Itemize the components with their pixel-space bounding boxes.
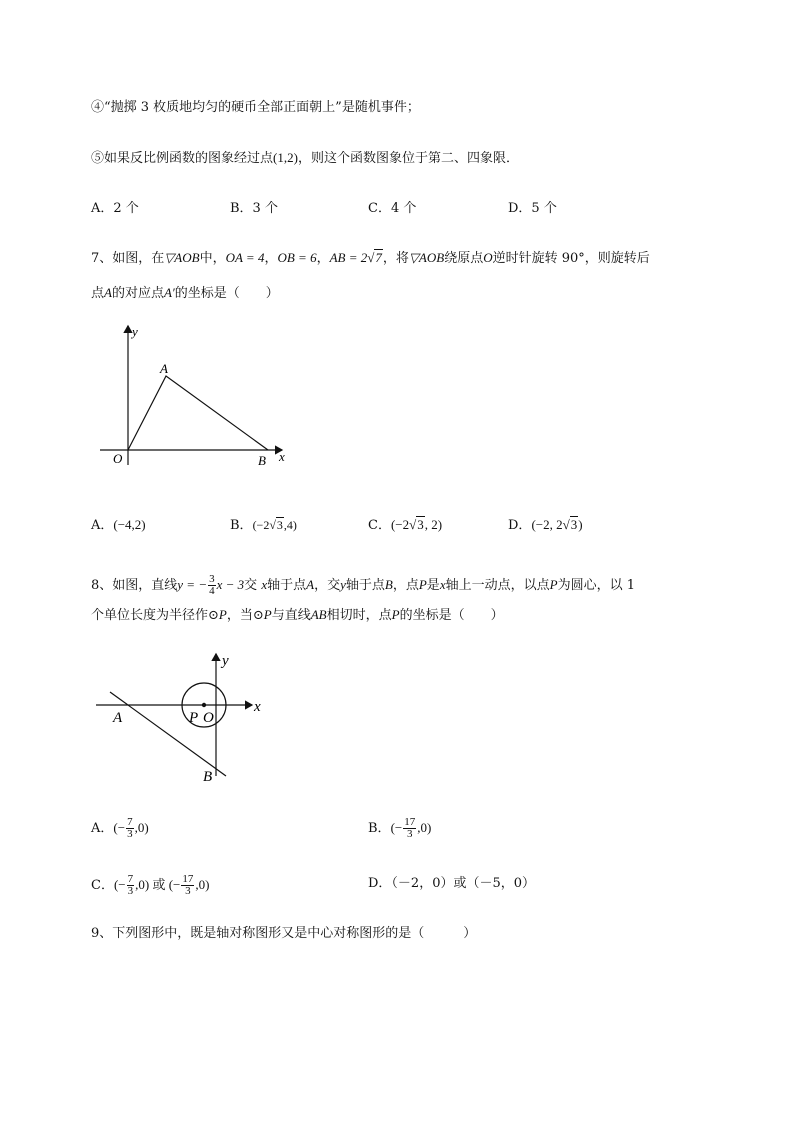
q8-label-o: O [203,710,214,726]
q8-option-b[interactable]: B．(− $\frac{17}{3}$ ,0) [368,816,432,840]
q7-stem-line1: 7、如图，在▽AOB中，OA = 4，OB = 6，AB = 2√7，将▽AOB绕原点O逆时针旋转 90°，则旋转后 [91,250,650,266]
q7-option-a[interactable]: A．(−4,2) [91,517,146,533]
q7-triangle-aob [128,376,268,450]
q8-option-c[interactable]: C．(− $\frac{7}{3}$ ,0) 或 (− $\frac{17}{3}$ ,0) [91,873,210,897]
q7-stem-line2: 点A的对应点A′的坐标是（ ） [91,285,279,301]
q8-label-a: A [113,710,123,726]
statement-5: ⑤如果反比例函数的图象经过点(1,2)，则这个函数图象位于第二、四象限． [91,150,519,166]
q9-stem: 9、下列图形中，既是轴对称图形又是中心对称图形的是（ ） [91,926,477,941]
q8-stem-line1: 8、如图，直线y = − $\frac{3}{4}$ x − 3交 x轴于点A，交y轴于点B，点P是x轴上一动点，以点P为圆心，以 1 [91,573,635,597]
q7-label-y: y [132,324,138,339]
q8-point-p [202,703,206,707]
q7-option-b[interactable]: B．(−2√3,4) [230,518,297,533]
q8-label-b: B [203,769,213,785]
q6-option-d[interactable]: D．5 个 [508,201,557,216]
q8-option-d[interactable]: D．（－2，0）或（－5，0） [368,876,536,891]
q8-label-y: y [222,653,229,669]
q8-option-a[interactable]: A．(− $\frac{7}{3}$ ,0) [91,816,149,840]
q8-stem-line2: 个单位长度为半径作⊙P，当⊙P与直线AB相切时，点P的坐标是（ ） [91,607,504,623]
q8-label-x: x [254,699,261,715]
q7-label-a: A [160,361,168,376]
q7-label-o: O [113,451,123,466]
q6-option-b[interactable]: B．3 个 [230,201,278,216]
q8-fraction: $\frac{3}{4}$ [209,573,215,597]
q6-option-a[interactable]: A．2 个 [91,201,139,216]
q7-label-x: x [279,449,285,464]
q7-label-b: B [258,453,266,468]
q8-figure [90,648,280,788]
q7-option-d[interactable]: D．(−2, 2√3) [508,517,583,533]
q6-option-c[interactable]: C．4 个 [368,201,417,216]
statement-4: ④“抛掷 3 枚质地均匀的硬币全部正面朝上”是随机事件； [91,100,420,115]
q8-label-p: P [189,710,199,726]
q7-figure [96,320,316,475]
q7-option-c[interactable]: C．(−2√3, 2) [368,517,443,533]
